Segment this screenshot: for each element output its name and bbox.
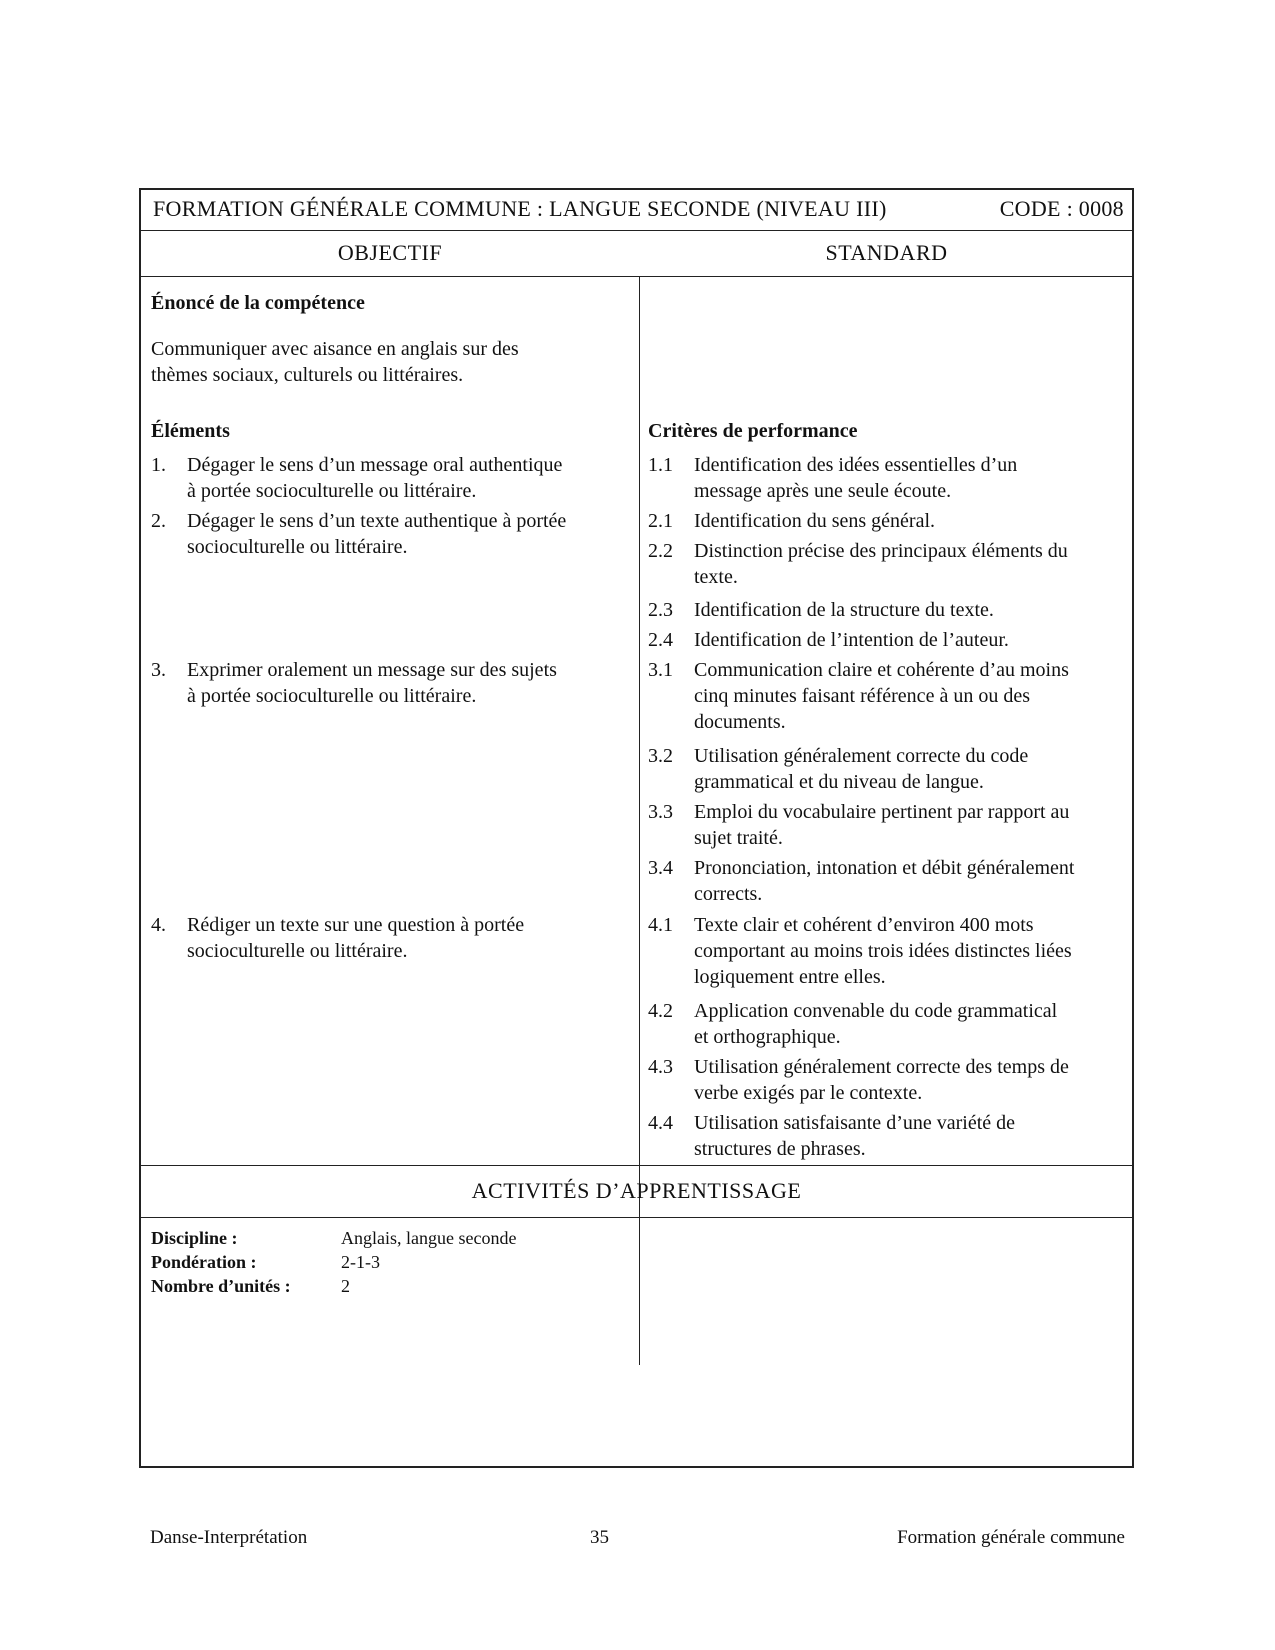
critere-text-line: Utilisation généralement correcte du code (694, 745, 1029, 767)
critere-number: 2.2 (648, 540, 673, 562)
element-text-line: Rédiger un texte sur une question à portée (187, 914, 525, 936)
critere-text-line: comportant au moins trois idées distinctes liées (694, 940, 1072, 962)
element-text-line: Exprimer oralement un message sur des sujets (187, 659, 557, 681)
critere-text-line: grammatical et du niveau de langue. (694, 771, 984, 793)
critere-text-line: logiquement entre elles. (694, 966, 886, 988)
critere-number: 4.3 (648, 1056, 673, 1078)
critere-text-line: Texte clair et cohérent d’environ 400 mots (694, 914, 1034, 936)
element-text-line: à portée socioculturelle ou littéraire. (187, 480, 477, 502)
element-number: 2. (151, 510, 166, 532)
critere-text-line: Application convenable du code grammatical (694, 1000, 1058, 1022)
critere-text-line: structures de phrases. (694, 1138, 866, 1160)
discipline-label: Discipline : (151, 1228, 238, 1248)
critere-text-line: Identification de l’intention de l’auteur. (694, 629, 1009, 651)
course-code: CODE : 0008 (999, 196, 1124, 221)
critere-text-line: verbe exigés par le contexte. (694, 1082, 923, 1104)
activites-heading: ACTIVITÉS D’APPRENTISSAGE (471, 1178, 802, 1203)
column-header-objectif: OBJECTIF (337, 240, 443, 265)
criteres-heading: Critères de performance (648, 420, 858, 442)
critere-text-line: documents. (694, 711, 786, 733)
divider (141, 230, 1132, 231)
critere-number: 3.1 (648, 659, 673, 681)
footer-section: Formation générale commune (897, 1527, 1125, 1548)
critere-text-line: cinq minutes faisant référence à un ou des (694, 685, 1030, 707)
critere-number: 3.4 (648, 857, 673, 879)
critere-text-line: corrects. (694, 883, 763, 905)
unites-value: 2 (341, 1276, 350, 1296)
element-number: 4. (151, 914, 166, 936)
ponderation-value: 2-1-3 (341, 1252, 380, 1272)
critere-number: 4.4 (648, 1112, 673, 1134)
critere-text-line: Identification des idées essentielles d’un (694, 454, 1018, 476)
enonce-text-line: Communiquer avec aisance en anglais sur des (151, 338, 519, 360)
divider (141, 1165, 1132, 1166)
element-number: 3. (151, 659, 166, 681)
critere-text-line: Emploi du vocabulaire pertinent par rapport au (694, 801, 1070, 823)
critere-number: 1.1 (648, 454, 673, 476)
divider (141, 276, 1132, 277)
enonce-heading: Énoncé de la compétence (151, 292, 365, 314)
divider (141, 1217, 1132, 1218)
critere-text-line: Utilisation satisfaisante d’une variété de (694, 1112, 1016, 1134)
critere-number: 3.3 (648, 801, 673, 823)
critere-text-line: Communication claire et cohérente d’au moins (694, 659, 1069, 681)
critere-text-line: texte. (694, 566, 738, 588)
critere-number: 3.2 (648, 745, 673, 767)
element-text-line: à portée socioculturelle ou littéraire. (187, 685, 477, 707)
critere-text-line: Identification du sens général. (694, 510, 936, 532)
element-number: 1. (151, 454, 166, 476)
critere-number: 4.1 (648, 914, 673, 936)
critere-text-line: Identification de la structure du texte. (694, 599, 994, 621)
critere-text-line: Distinction précise des principaux éléments du (694, 540, 1068, 562)
critere-text-line: Utilisation généralement correcte des temps de (694, 1056, 1069, 1078)
element-text-line: socioculturelle ou littéraire. (187, 940, 408, 962)
unites-label: Nombre d’unités : (151, 1276, 291, 1296)
element-text-line: Dégager le sens d’un texte authentique à portée (187, 510, 567, 532)
critere-number: 2.1 (648, 510, 673, 532)
critere-number: 4.2 (648, 1000, 673, 1022)
discipline-value: Anglais, langue seconde (341, 1228, 517, 1248)
critere-number: 2.4 (648, 629, 673, 651)
page-number: 35 (590, 1527, 609, 1548)
footer-program: Danse-Interprétation (150, 1527, 308, 1548)
enonce-text-line: thèmes sociaux, culturels ou littéraires. (151, 364, 464, 386)
elements-heading: Éléments (151, 420, 230, 442)
competency-table (139, 188, 1134, 1468)
element-text-line: socioculturelle ou littéraire. (187, 536, 408, 558)
ponderation-label: Pondération : (151, 1252, 257, 1272)
column-header-standard: STANDARD (825, 240, 948, 265)
critere-text-line: et orthographique. (694, 1026, 841, 1048)
element-text-line: Dégager le sens d’un message oral authentique (187, 454, 563, 476)
critere-text-line: message après une seule écoute. (694, 480, 952, 502)
critere-text-line: Prononciation, intonation et débit généralement (694, 857, 1075, 879)
critere-text-line: sujet traité. (694, 827, 783, 849)
table-title: FORMATION GÉNÉRALE COMMUNE : LANGUE SECONDE (NIVEAU III) (153, 196, 887, 221)
critere-number: 2.3 (648, 599, 673, 621)
